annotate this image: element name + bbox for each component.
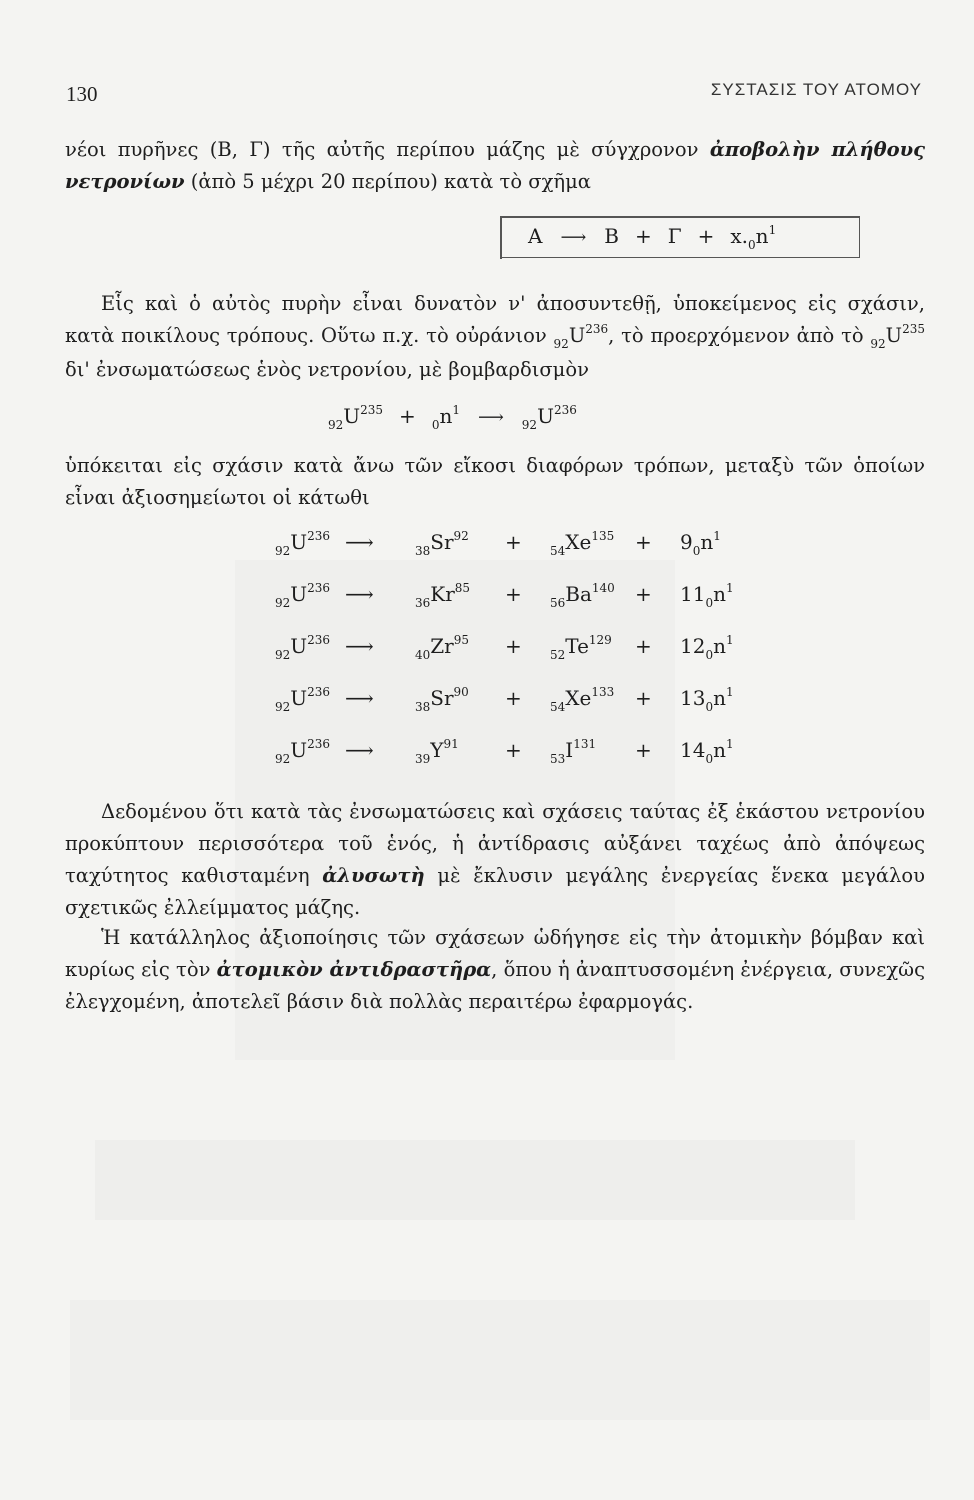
plus: + xyxy=(635,686,652,710)
plus: + xyxy=(635,738,652,762)
product-a-nuclide: $_{39}Y^{91}$ xyxy=(415,737,459,766)
running-title: ΣΥΣΤΑΣΙΣ ΤΟΥ ΑΤΟΜΟΥ xyxy=(710,80,922,99)
para1-text: νέοι πυρῆνες (Β, Γ) τῆς αὐτῆς περίπου μάζης μὲ σύγχρονον xyxy=(65,138,710,161)
arrow: ⟶ xyxy=(345,582,374,606)
u-symbol: U xyxy=(568,324,586,347)
neutron-charge: 0 xyxy=(748,238,756,252)
arrow: ⟶ xyxy=(345,738,374,762)
eq-g: Γ xyxy=(667,224,682,248)
capture-n: n xyxy=(439,404,453,428)
para2-end: δι' ἐνσωματώσεως ἑνὸς νετρονίου, μὲ βομβαρδισμὸν xyxy=(65,358,589,381)
para2-mid: , τὸ προερχόμενον ἀπὸ τὸ xyxy=(608,324,871,347)
neutron-mass: 1 xyxy=(768,223,777,237)
para5-emphasis: ἀτομικὸν ἀντιδραστῆρα xyxy=(216,958,492,981)
arrow: ⟶ xyxy=(560,227,587,248)
plus: + xyxy=(635,634,652,658)
para1-emphasis: ἀποβολὴν πλήθους νετρονίων xyxy=(65,138,925,193)
plus: + xyxy=(635,582,652,606)
reactant-nuclide: $_{92}U^{236}$ xyxy=(275,529,331,558)
para4-text-end: μὲ ἔκλυσιν μεγάλης ἐνεργείας ἕνεκα μεγάλου σχετικῶς ἐλλείμματος μάζης. xyxy=(65,864,925,919)
product-b-nuclide: $_{53}I^{131}$ xyxy=(550,737,597,766)
neutrons-released: $12_0n^1$ xyxy=(680,633,734,662)
para5-text: Ἡ κατάλληλος ἀξιοποίησις τῶν σχάσεων ὡδήγησε εἰς τὴν ἀτομικὴν βόμβαν καὶ κυρίως εἰς τὸν xyxy=(65,926,925,981)
para5-text-end: , ὅπου ἡ ἀναπτυσσομένη ἐνέργεια, συνεχῶς ἐλεγχομένη, ἀποτελεῖ βάσιν διὰ πολλὰς περαιτέρω ἐφαρμογάς. xyxy=(65,958,925,1013)
reactant-nuclide: $_{92}U^{236}$ xyxy=(275,737,331,766)
plus: + xyxy=(697,224,715,248)
paragraph-fission-modes xyxy=(65,450,925,514)
product-a-nuclide: $_{38}Sr^{92}$ xyxy=(415,529,469,558)
product-a-nuclide: $_{40}Zr^{95}$ xyxy=(415,633,470,662)
capture-p: U xyxy=(537,404,554,428)
paragraph-intro xyxy=(65,134,925,198)
para4-text: Δεδομένου ὅτι κατὰ τὰς ἐνσωματώσεις καὶ σχάσεις ταύτας ἐξ ἑκάστου νετρονίου προκύπτουν περισσότερα τοῦ ἑνός, ἡ ἀντίδρασις αὐξάνει ταχέως ἀπὸ ἀπόψεως ταχύτητος καθισταμένη xyxy=(65,800,925,887)
capture-p-sup: 236 xyxy=(553,403,577,417)
arrow: ⟶ xyxy=(345,530,374,554)
u-symbol: U xyxy=(885,324,903,347)
capture-p-pre: 92 xyxy=(521,418,538,432)
eq-a: A xyxy=(528,224,543,248)
eq-b: B xyxy=(604,224,619,248)
neutrons-released: $9_0n^1$ xyxy=(680,529,721,558)
u235-sup: 235 xyxy=(902,322,925,336)
paragraph-reactor xyxy=(65,922,925,1018)
para3-text: ὑπόκειται εἰς σχάσιν κατὰ ἄνω τῶν εἴκοσι διαφόρων τρόπων, μεταξὺ τῶν ὁποίων εἶναι ἀξιοσημείωτοι οἱ κάτωθι xyxy=(65,454,925,509)
plus: + xyxy=(505,686,522,710)
product-a-nuclide: $_{38}Sr^{90}$ xyxy=(415,685,469,714)
product-b-nuclide: $_{56}Ba^{140}$ xyxy=(550,581,615,610)
u235-pre: 92 xyxy=(870,337,886,351)
neutron: n xyxy=(755,224,769,248)
capture-u-pre: 92 xyxy=(328,418,344,432)
bleed-through-footnote xyxy=(95,1140,855,1220)
capture-u-sup: 235 xyxy=(360,403,384,417)
plus: + xyxy=(399,404,416,428)
product-b-nuclide: $_{54}Xe^{133}$ xyxy=(550,685,615,714)
capture-n-sup: 1 xyxy=(452,403,460,417)
arrow: ⟶ xyxy=(345,686,374,710)
plus: + xyxy=(635,530,652,554)
plus: + xyxy=(505,530,522,554)
arrow: ⟶ xyxy=(477,407,504,428)
plus: + xyxy=(505,634,522,658)
product-a-nuclide: $_{36}Kr^{85}$ xyxy=(415,581,471,610)
neutrons-released: $14_0n^1$ xyxy=(680,737,734,766)
plus: + xyxy=(634,224,652,248)
eq-x: x. xyxy=(730,224,749,248)
u236-sup: 236 xyxy=(585,322,609,336)
neutrons-released: $13_0n^1$ xyxy=(680,685,734,714)
capture-u: U xyxy=(343,404,361,428)
para1-text-end: (ἀπὸ 5 μέχρι 20 περίπου) κατὰ τὸ σχῆμα xyxy=(184,170,591,193)
reactant-nuclide: $_{92}U^{236}$ xyxy=(275,685,331,714)
u236-pre: 92 xyxy=(553,337,569,351)
paragraph-chain-reaction xyxy=(65,796,925,924)
capture-n-pre: 0 xyxy=(431,418,440,432)
plus: + xyxy=(505,582,522,606)
para4-emphasis: ἀλυσωτὴ xyxy=(322,864,425,887)
arrow: ⟶ xyxy=(345,634,374,658)
neutrons-released: $11_0n^1$ xyxy=(680,581,734,610)
product-b-nuclide: $_{52}Te^{129}$ xyxy=(550,633,612,662)
bleed-through-text xyxy=(70,1300,930,1420)
plus: + xyxy=(505,738,522,762)
para2-text: Εἷς καὶ ὁ αὐτὸς πυρὴν εἶναι δυνατὸν ν' ἀποσυντεθῇ, ὑποκείμενος εἰς σχάσιν, κατὰ ποικίλους τρόπους. Οὕτω π.χ. τὸ οὐράνιον xyxy=(65,292,925,347)
boxed-equation xyxy=(528,223,777,252)
capture-equation xyxy=(328,403,577,432)
reactant-nuclide: $_{92}U^{236}$ xyxy=(275,633,331,662)
paragraph-uranium xyxy=(65,288,925,386)
page-number: 130 xyxy=(66,82,98,106)
product-b-nuclide: $_{54}Xe^{135}$ xyxy=(550,529,615,558)
reactant-nuclide: $_{92}U^{236}$ xyxy=(275,581,331,610)
